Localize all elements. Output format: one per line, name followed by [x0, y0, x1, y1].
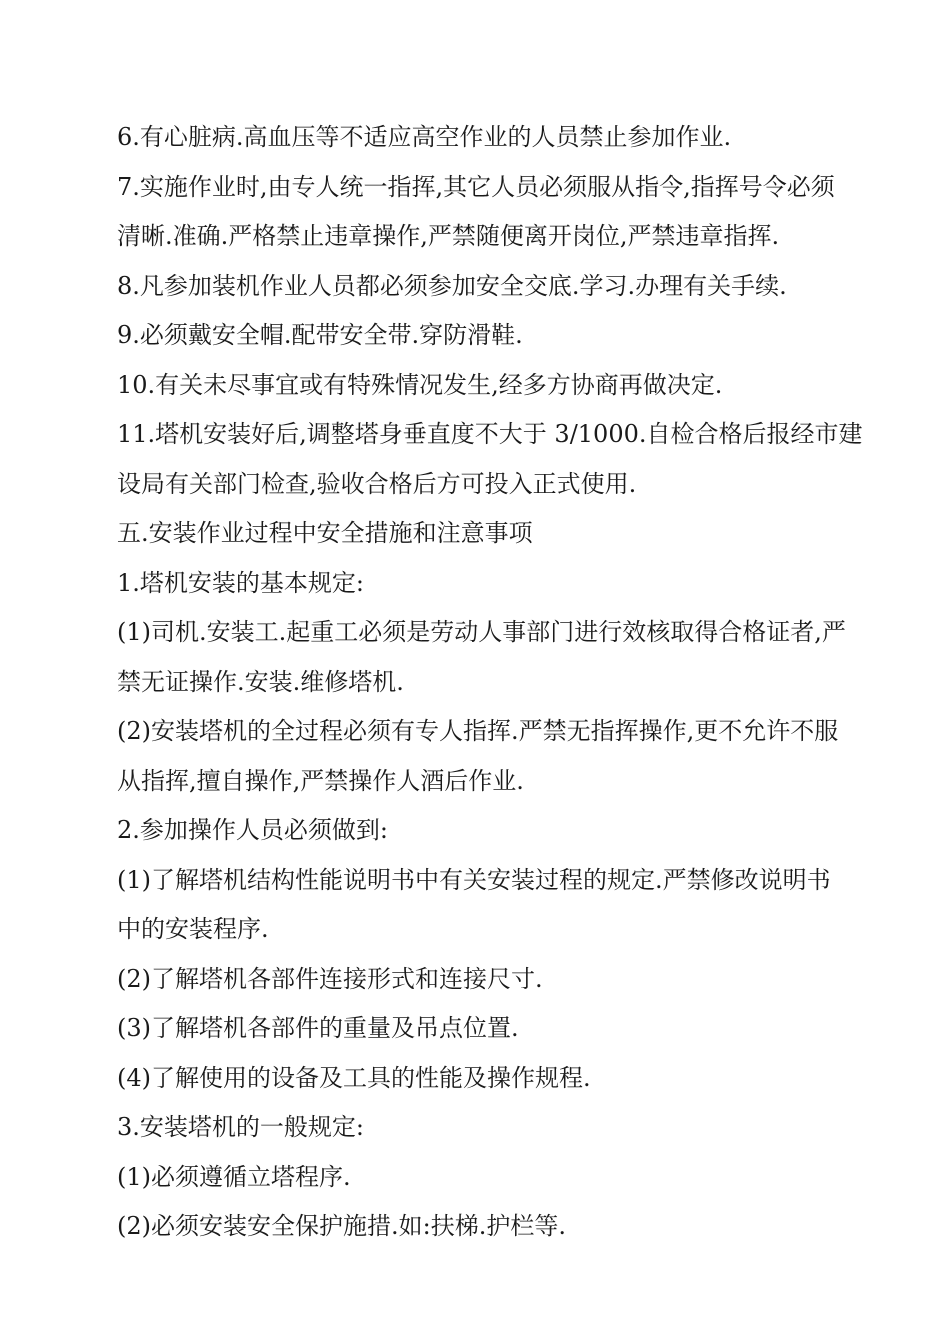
- text-line-item-6: 6.有心脏病.高血压等不适应高空作业的人员禁止参加作业.: [117, 123, 732, 151]
- text-line-3-1: (1)必须遵循立塔程序.: [117, 1162, 351, 1191]
- text-line-item-10: 10.有关未尽事宜或有特殊情况发生,经多方协商再做决定.: [117, 370, 723, 399]
- text-line-2-1: (1)了解塔机结构性能说明书中有关安装过程的规定.严禁修改说明书: [117, 865, 831, 894]
- text-line-2-4: (4)了解使用的设备及工具的性能及操作规程.: [117, 1063, 591, 1092]
- document-body: [117, 113, 897, 1252]
- text-line-2-1-cont: 中的安装程序.: [117, 915, 269, 943]
- text-line-1-1: (1)司机.安装工.起重工必须是劳动人事部门进行效核取得合格证者,严: [117, 618, 846, 646]
- text-line-item-7: 7.实施作业时,由专人统一指挥,其它人员必须服从指令,指挥号令必须: [117, 172, 835, 201]
- text-line-item-7-cont: 清晰.准确.严格禁止违章操作,严禁随便离开岗位,严禁违章指挥.: [117, 222, 780, 250]
- text-line-1-1-cont: 禁无证操作.安装.维修塔机.: [117, 667, 404, 696]
- text-line-item-8: 8.凡参加装机作业人员都必须参加安全交底.学习.办理有关手续.: [117, 271, 787, 300]
- subsection-heading-1: 1.塔机安装的基本规定:: [117, 568, 364, 597]
- text-line-1-2: (2)安装塔机的全过程必须有专人指挥.严禁无指挥操作,更不允许不服: [117, 717, 839, 745]
- text-line-2-2: (2)了解塔机各部件连接形式和连接尺寸.: [117, 964, 543, 993]
- text-line-1-2-cont: 从指挥,擅自操作,严禁操作人酒后作业.: [117, 766, 524, 795]
- text-line-2-3: (3)了解塔机各部件的重量及吊点位置.: [117, 1014, 519, 1042]
- subsection-heading-3: 3.安装塔机的一般规定:: [117, 1113, 364, 1141]
- text-line-3-2: (2)必须安装安全保护施措.如:扶梯.护栏等.: [117, 1212, 566, 1240]
- subsection-heading-2: 2.参加操作人员必须做到:: [117, 816, 388, 844]
- section-heading-5: 五.安装作业过程中安全措施和注意事项: [117, 519, 533, 547]
- text-line-item-9: 9.必须戴安全帽.配带安全带.穿防滑鞋.: [117, 321, 523, 349]
- text-line-item-11-cont: 设局有关部门检查,验收合格后方可投入正式使用.: [117, 469, 637, 498]
- text-line-item-11: 11.塔机安装好后,调整塔身垂直度不大于 3/1000.自检合格后报经市建: [117, 420, 863, 448]
